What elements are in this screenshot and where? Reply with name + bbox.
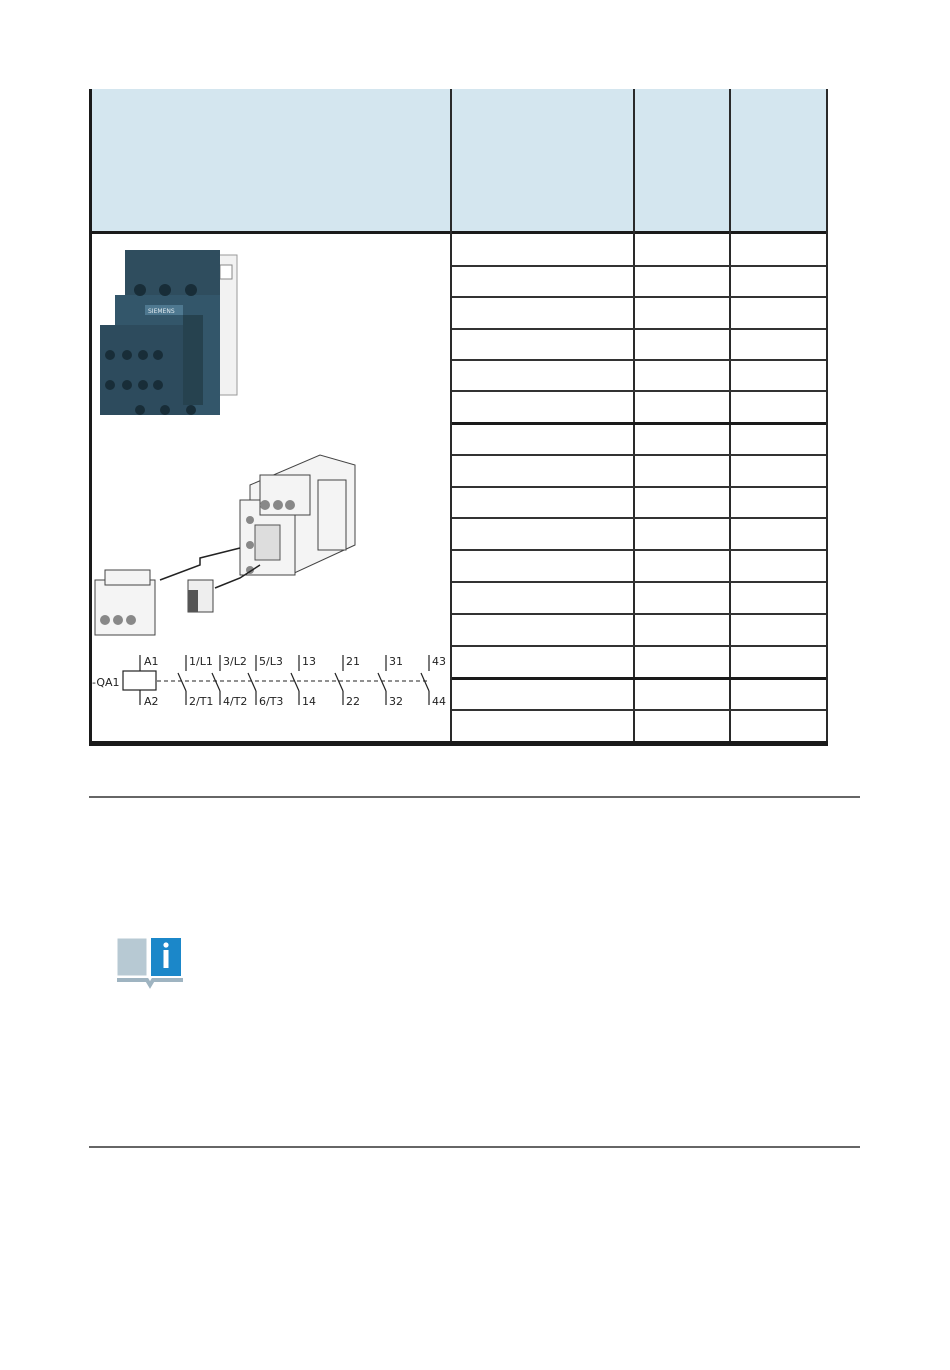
terminal-top-label: 13 [302, 655, 316, 668]
table-row-line [452, 677, 826, 680]
header-rule [89, 231, 828, 234]
table-row-line [452, 581, 826, 583]
book-info-icon [114, 932, 186, 990]
contact-blade [378, 673, 386, 691]
coil-symbol [123, 671, 156, 690]
table-row-line [452, 390, 826, 392]
contactor-photo [95, 245, 245, 425]
terminal-bottom-label: 6/T3 [259, 695, 284, 708]
table-row-line [452, 645, 826, 647]
table-row-line [452, 296, 826, 298]
terminal-bottom-label: 32 [389, 695, 403, 708]
terminal-top-label: 43 [432, 655, 446, 668]
table-row-line [452, 517, 826, 519]
contact-blade [335, 673, 343, 691]
terminal-bottom-label: 4/T2 [223, 695, 248, 708]
contact-blade [421, 673, 429, 691]
table-row-line [452, 709, 826, 711]
contactor-brand: SIEMENS [148, 308, 175, 315]
table-row-line [452, 359, 826, 361]
table-header-cell-4 [731, 89, 826, 231]
table-header-cell-3 [635, 89, 729, 231]
terminal-bottom-label: 44 [432, 695, 446, 708]
table-header-cell-1 [89, 89, 450, 231]
table-row-line [452, 265, 826, 267]
terminal-bottom-label: 14 [302, 695, 316, 708]
terminal-top-label: 3/L2 [223, 655, 247, 668]
table-row-line [452, 328, 826, 330]
terminal-bottom-label: 22 [346, 695, 360, 708]
contactor-assembly-drawing [90, 440, 370, 645]
contact-blade [248, 673, 256, 691]
table-row-line [452, 486, 826, 488]
column-divider [633, 89, 635, 745]
table-header-cell-2 [452, 89, 633, 231]
terminal-top-label: 31 [389, 655, 403, 668]
wiring-diagram [89, 645, 449, 715]
terminal-top-label: 5/L3 [259, 655, 283, 668]
column-divider [826, 89, 828, 745]
table-bottom-rule [89, 741, 828, 746]
table-row-line [452, 549, 826, 551]
coil-bottom-label: A2 [144, 695, 159, 708]
coil-top-label: A1 [144, 655, 159, 668]
column-divider [729, 89, 731, 745]
table-row-line [452, 613, 826, 615]
column-divider [450, 89, 452, 745]
section-rule-bottom [89, 1146, 860, 1148]
section-rule-top [89, 796, 860, 798]
contact-blade [178, 673, 186, 691]
contact-blade [291, 673, 299, 691]
device-label: -QA1 [92, 676, 120, 689]
terminal-bottom-label: 2/T1 [189, 695, 214, 708]
contact-blade [212, 673, 220, 691]
table-row-line [452, 422, 826, 425]
table-row-line [452, 454, 826, 456]
terminal-top-label: 1/L1 [189, 655, 213, 668]
terminal-top-label: 21 [346, 655, 360, 668]
